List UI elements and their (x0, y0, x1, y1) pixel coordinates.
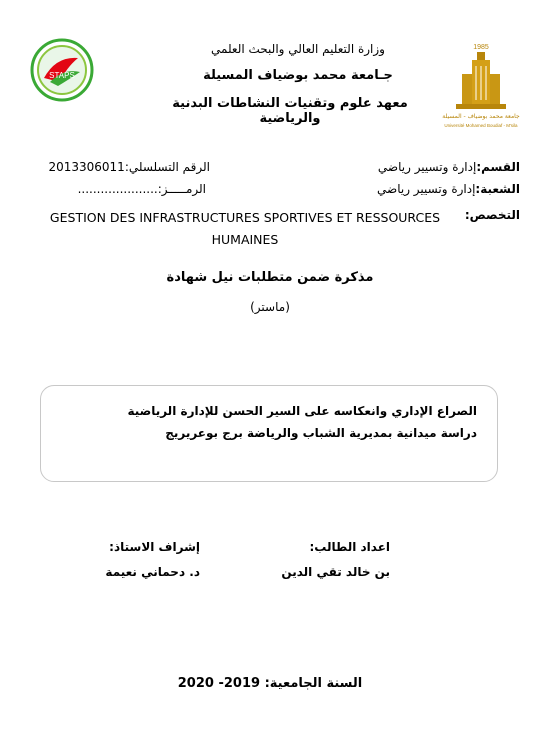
thesis-title-line-2: دراسة ميدانية بمديرية الشباب والرياضة برج بوعريريج (165, 426, 477, 440)
staps-logo (30, 38, 94, 102)
ministry-name: وزارة التعليم العالي والبحث العلمي (211, 42, 385, 56)
code-field (66, 182, 206, 196)
student-label: اعداد الطالب: (309, 540, 390, 554)
thesis-title-box (40, 385, 498, 482)
university-name: جـامعة محمد بوضياف المسيلة (203, 68, 393, 83)
student-name: بن خالد تقي الدين (281, 565, 390, 579)
branch-label: الشعبة: (475, 182, 520, 196)
code-value: ..................... (77, 182, 158, 196)
institute-name: معهد علوم وتقنيات النشاطات البدنية والرياضية (172, 96, 408, 126)
academic-year: السنة الجامعية: 2019- 2020 (177, 676, 363, 691)
specialty-value: GESTION DES INFRASTRUCTURES SPORTIVES ET RESSOURCES HUMAINES (49, 210, 441, 247)
svg-text:جامعة محمد بوضياف - المسيلة: جامعة محمد بوضياف - المسيلة (442, 113, 520, 120)
svg-text:Université Mohamed Boudiaf - M: Université Mohamed Boudiaf - M'sila (444, 123, 518, 128)
branch-field (377, 182, 520, 196)
supervisor-name: د. دحماني نعيمة (105, 565, 200, 579)
department-label: القسم: (476, 160, 520, 174)
thesis-requirement: مذكرة ضمن متطلبات نيل شهادة (166, 270, 374, 285)
serial-value: 2013306011 (48, 160, 125, 174)
university-logo (436, 40, 526, 130)
department-field (378, 160, 520, 174)
code-label: الرمـــــز: (157, 182, 206, 196)
thesis-title-line-1: الصراع الإداري وانعكاسه على السير الحسن للإدارة الرياضية (127, 404, 477, 418)
department-value: إدارة وتسيير رياضي (377, 160, 477, 174)
staps-logo-text: STAPS (49, 71, 75, 80)
serial-label: الرقم التسلسلي: (124, 160, 210, 174)
supervisor-label: إشراف الاستاذ: (109, 540, 200, 554)
svg-text:1985: 1985 (473, 44, 489, 51)
branch-value: إدارة وتسيير رياضي (377, 182, 476, 196)
serial-field (40, 160, 210, 174)
degree-name: (ماستر) (250, 300, 290, 314)
specialty-label: التخصص: (464, 208, 520, 222)
